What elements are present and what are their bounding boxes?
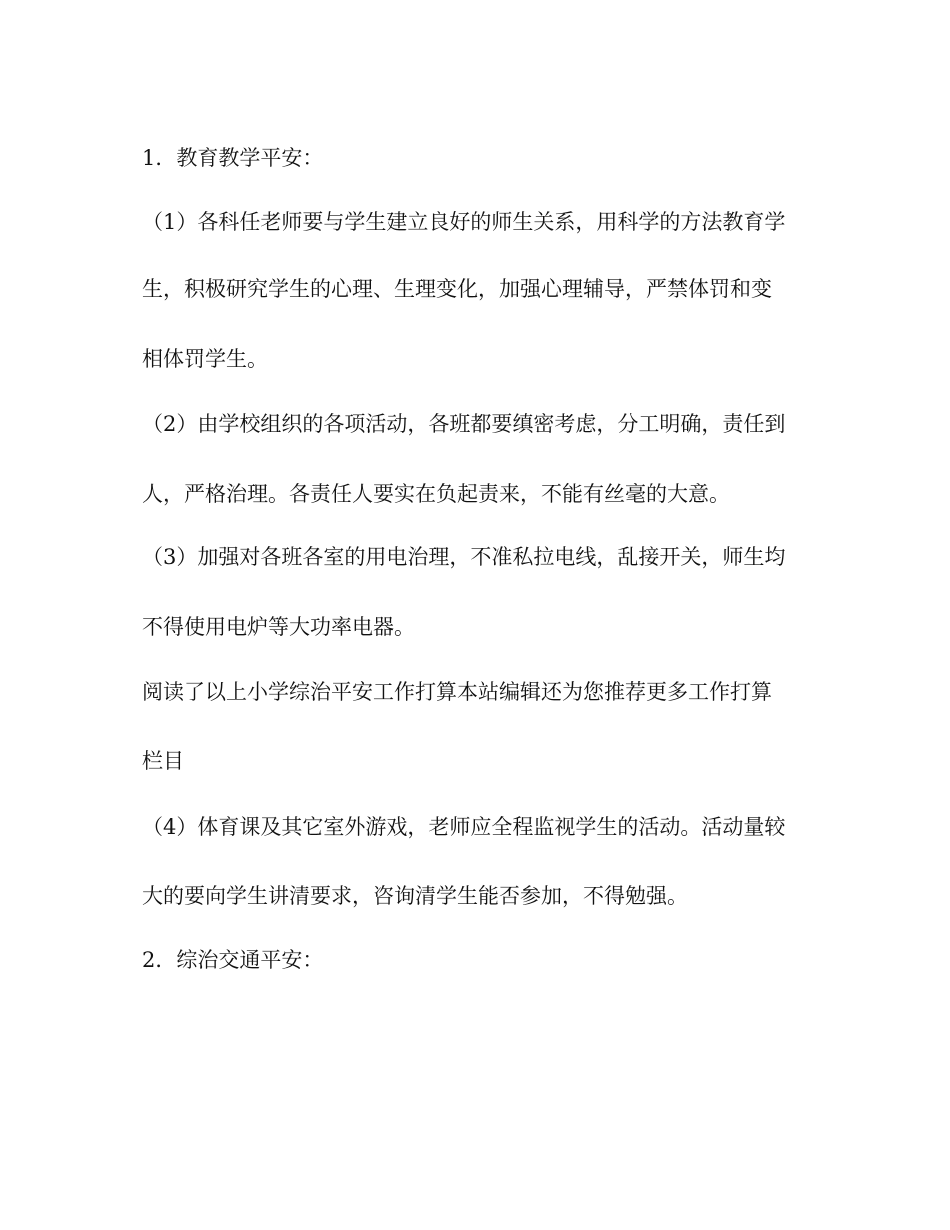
paragraph-line: 相体罚学生。 [142, 347, 268, 371]
paragraph-line: 不得使用电炉等大功率电器。 [142, 615, 415, 639]
paragraph-line: 人，严格治理。各责任人要实在负起责来，不能有丝毫的大意。 [142, 482, 730, 506]
section-heading-traffic-safety: 2．综治交通平安： [142, 948, 324, 972]
paragraph-line: 栏目 [142, 749, 184, 773]
paragraph-line: （4）体育课及其它室外游戏，老师应全程监视学生的活动。活动量较 [142, 815, 786, 839]
paragraph-line: 大的要向学生讲清要求，咨询清学生能否参加，不得勉强。 [142, 884, 688, 908]
paragraph-line: 阅读了以上小学综治平安工作打算本站编辑还为您推荐更多工作打算 [142, 680, 772, 704]
paragraph-line: （2）由学校组织的各项活动，各班都要缜密考虑，分工明确，责任到 [142, 412, 786, 436]
paragraph-line: （1）各科任老师要与学生建立良好的师生关系，用科学的方法教育学 [142, 210, 786, 234]
paragraph-line: （3）加强对各班各室的用电治理，不准私拉电线，乱接开关，师生均 [142, 545, 786, 569]
section-heading-education-safety: 1．教育教学平安： [142, 146, 324, 170]
paragraph-line: 生，积极研究学生的心理、生理变化，加强心理辅导，严禁体罚和变 [142, 277, 772, 301]
